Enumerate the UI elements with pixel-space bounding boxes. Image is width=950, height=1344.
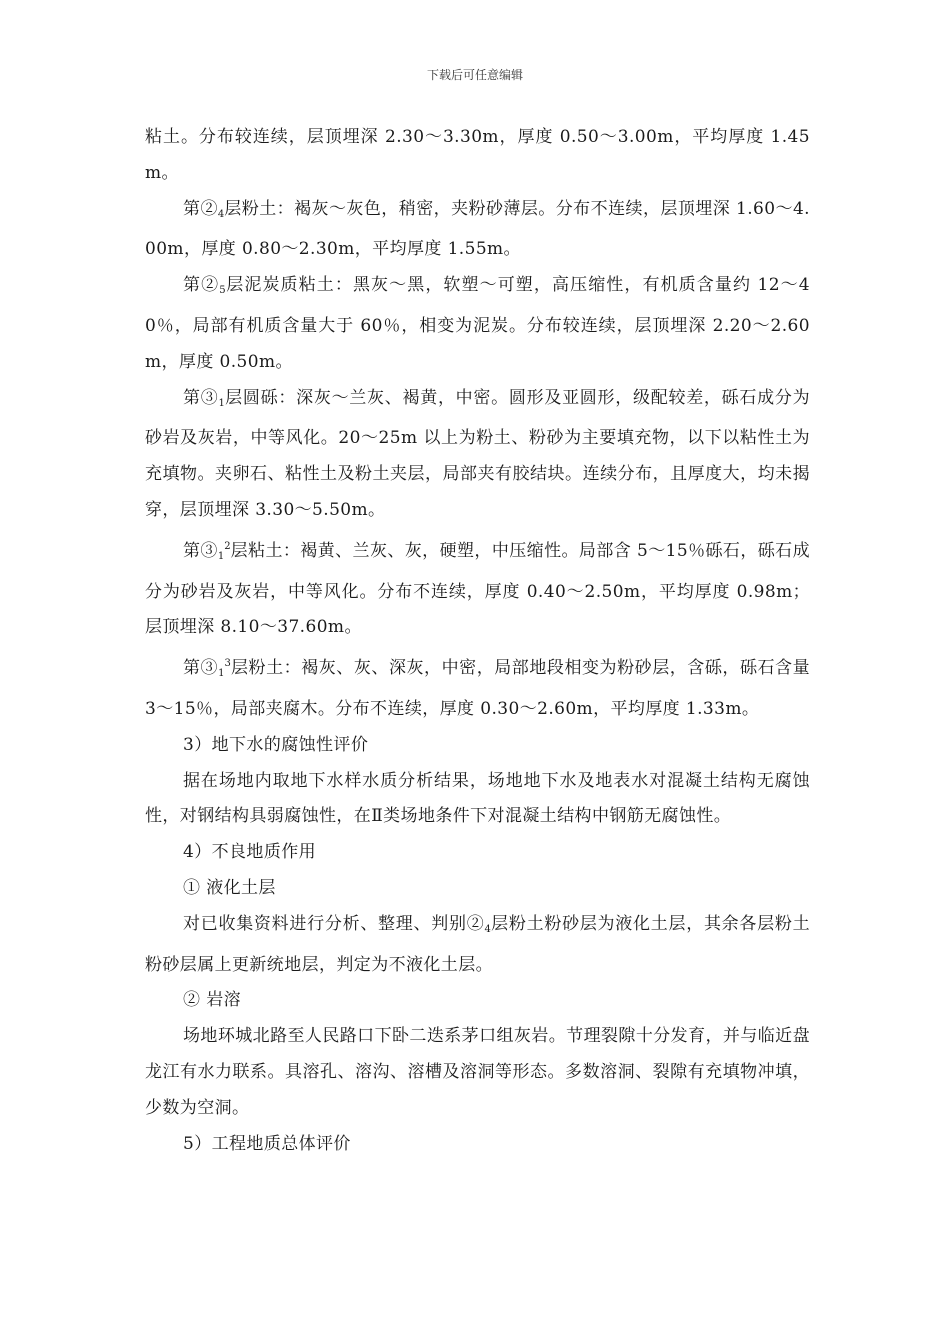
superscript-text: 2 (224, 540, 231, 552)
page-header: 下载后可任意编辑 (426, 68, 523, 82)
paragraph (145, 728, 810, 764)
paragraph (145, 907, 810, 984)
paragraph (145, 764, 810, 836)
text-run: 4）不良地质作用 (183, 842, 317, 863)
text-run: 场地环城北路至人民路口下卧二迭系茅口组灰岩。节理裂隙十分发育，并与临近盘龙江有水力联系。具溶孔、溶沟、溶槽及溶洞等形态。多数溶洞、裂隙有充填物冲填，少数为空洞。 (145, 1026, 810, 1118)
text-run: 第② (183, 275, 220, 296)
text-run: 层粘土：褐黄、兰灰、灰，硬塑，中压缩性。局部含 5～15％砾石，砾石成分为砂岩及灰岩，中等风化。分布不连续，厚度 0.40～2.50m，平均厚度 0.98m；层顶埋深 8.10～37.60m。 (145, 540, 810, 638)
text-run: 层粉土：褐灰、灰、深灰，中密，局部地段相变为粉砂层，含砾，砾石含量 3～15％，局部夹腐木。分布不连续，厚度 0.30～2.60m，平均厚度 1.33m。 (145, 658, 810, 719)
paragraph (145, 983, 810, 1019)
text-run: 第③ (183, 540, 218, 561)
text-run: 3）地下水的腐蚀性评价 (183, 734, 369, 755)
text-run: 层圆砾：深灰～兰灰、褐黄，中密。圆形及亚圆形，级配较差，砾石成分为砂岩及灰岩，中等风化。20～25m 以上为粉土、粉砂为主要填充物，以下以粘性土为充填物。夹卵石、粘性土及粉土夹层，局部夹有胶结块。连续分布，且厚度大，均未揭穿，层顶埋深 3.30～5.50m。 (145, 387, 810, 520)
document-body (145, 120, 810, 1162)
paragraph (145, 871, 810, 907)
paragraph (145, 646, 810, 728)
text-run: 层粉土：褐灰～灰色，稍密，夹粉砂薄层。分布不连续，层顶埋深 1.60～4.00m，厚度 0.80～2.30m，平均厚度 1.55m。 (145, 198, 810, 260)
subscript-text: 4 (217, 208, 225, 220)
text-run: 第② (183, 198, 218, 219)
text-run: ② 岩溶 (183, 990, 242, 1011)
text-run: 对已收集资料进行分析、整理、判别② (183, 913, 485, 934)
text-run: 粘土。分布较连续，层顶埋深 2.30～3.30m，厚度 0.50～3.00m，平均厚度 1.45m。 (145, 127, 810, 183)
subscript-text: 5 (219, 285, 226, 297)
paragraph (145, 835, 810, 871)
text-run: 据在场地内取地下水样水质分析结果，场地地下水及地表水对混凝土结构无腐蚀性，对钢结构具弱腐蚀性，在Ⅱ类场地条件下对混凝土结构中钢筋无腐蚀性。 (145, 770, 810, 827)
text-run: 第③ (183, 658, 219, 679)
text-run: 5）工程地质总体评价 (183, 1133, 351, 1154)
superscript-text: 3 (224, 658, 231, 670)
paragraph (145, 1019, 810, 1126)
paragraph (145, 268, 810, 380)
subscript-text: 4 (484, 923, 491, 935)
paragraph (145, 529, 810, 646)
text-run: ① 液化土层 (183, 877, 276, 898)
paragraph (145, 1127, 810, 1163)
paragraph (145, 381, 810, 529)
text-run: 第③ (183, 387, 219, 408)
paragraph (145, 120, 810, 192)
subscript-text: 1 (218, 397, 225, 409)
text-run: 层粉土粉砂层为液化土层，其余各层粉土粉砂层属上更新统地层，判定为不液化土层。 (145, 913, 810, 975)
paragraph (145, 192, 810, 269)
subscript-text: 1 (218, 668, 225, 680)
text-run: 层泥炭质粘土：黑灰～黑，软塑～可塑，高压缩性，有机质含量约 12～40％，局部有机质含量大于 60％，相变为泥炭。分布较连续，层顶埋深 2.20～2.60m，厚度 0.50m。 (145, 275, 810, 372)
subscript-text: 1 (217, 550, 225, 562)
